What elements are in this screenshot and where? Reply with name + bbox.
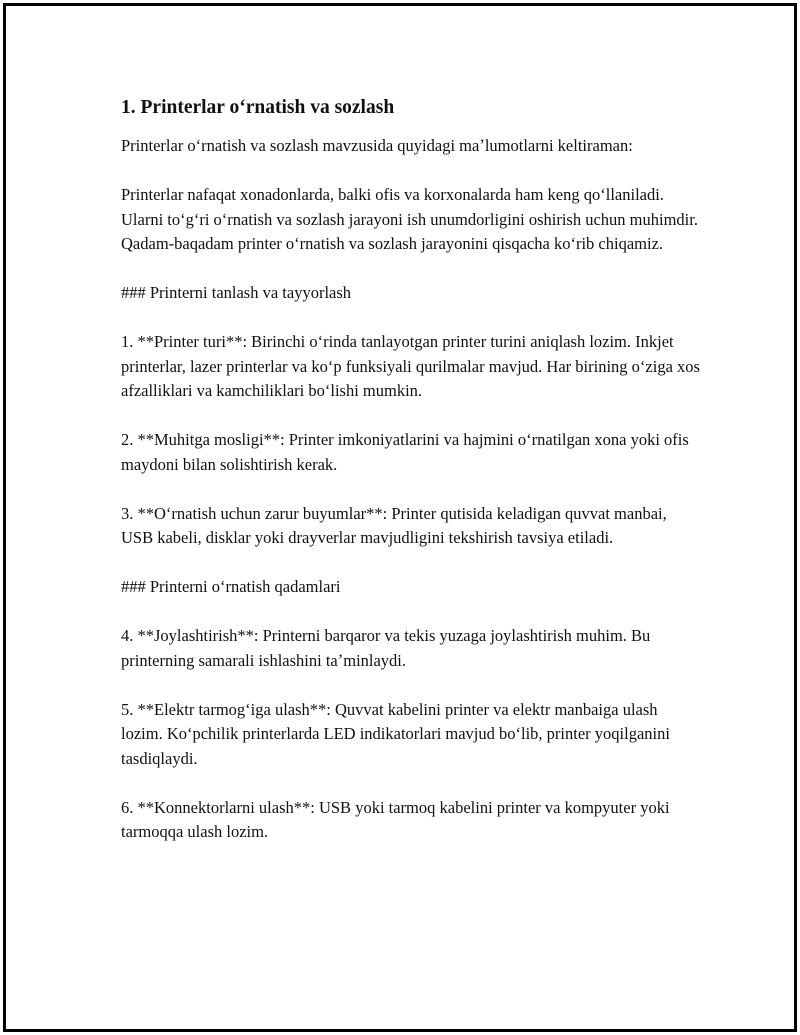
intro-paragraph: Printerlar oʻrnatish va sozlash mavzusida quyidagi maʼlumotlarni keltiraman:: [121, 136, 633, 155]
list-item-connectors: 6. **Konnektorlarni ulash**: USB yoki tarmoq kabelini printer va kompyuter yoki tarmoqqa ulash lozim.: [121, 797, 670, 841]
section-heading-selection: ### Printerni tanlash va tayyorlash: [121, 283, 352, 302]
overview-paragraph: Printerlar nafaqat xonadonlarda, balki ofis va korxonalarda ham keng qoʻllaniladi. Ularni toʻgʻri oʻrnatish va sozlash jarayoni ish unumdorligini oshirish uchun muhimdir. Qadam-baqadam printer oʻrnatish va sozlash jarayonini qisqacha koʻrib chiqamiz.: [121, 185, 698, 253]
list-item-power-connection: 5. **Elektr tarmogʻiga ulash**: Quvvat kabelini printer va elektr manbaiga ulash lozim. Koʻpchilik printerlarda LED indikatorlari mavjud boʻlib, printer yoqilganini tasdiqlaydi.: [121, 699, 670, 768]
document-title: 1. Printerlar oʻrnatish va sozlash: [121, 97, 395, 118]
section-heading-installation: ### Printerni oʻrnatish qadamlari: [121, 577, 341, 596]
document-body: [121, 96, 701, 869]
document-page: [3, 3, 797, 1032]
list-item-placement: 4. **Joylashtirish**: Printerni barqaror va tekis yuzaga joylashtirish muhim. Bu printerning samarali ishlashini taʼminlaydi.: [121, 626, 651, 670]
list-item-environment-fit: 2. **Muhitga mosligi**: Printer imkoniyatlarini va hajmini oʻrnatilgan xona yoki ofis maydoni bilan solishtirish kerak.: [121, 430, 689, 474]
list-item-printer-type: 1. **Printer turi**: Birinchi oʻrinda tanlayotgan printer turini aniqlash lozim. Inkjet printerlar, lazer printerlar va koʻp funksiyali qurilmalar mavjud. Har birining oʻziga xos afzalliklari va kamchiliklari boʻlishi mumkin.: [121, 332, 700, 400]
list-item-required-items: 3. **Oʻrnatish uchun zarur buyumlar**: Printer qutisida keladigan quvvat manbai, USB kabeli, disklar yoki drayverlar mavjudligini tekshirish tavsiya etiladi.: [121, 503, 667, 547]
